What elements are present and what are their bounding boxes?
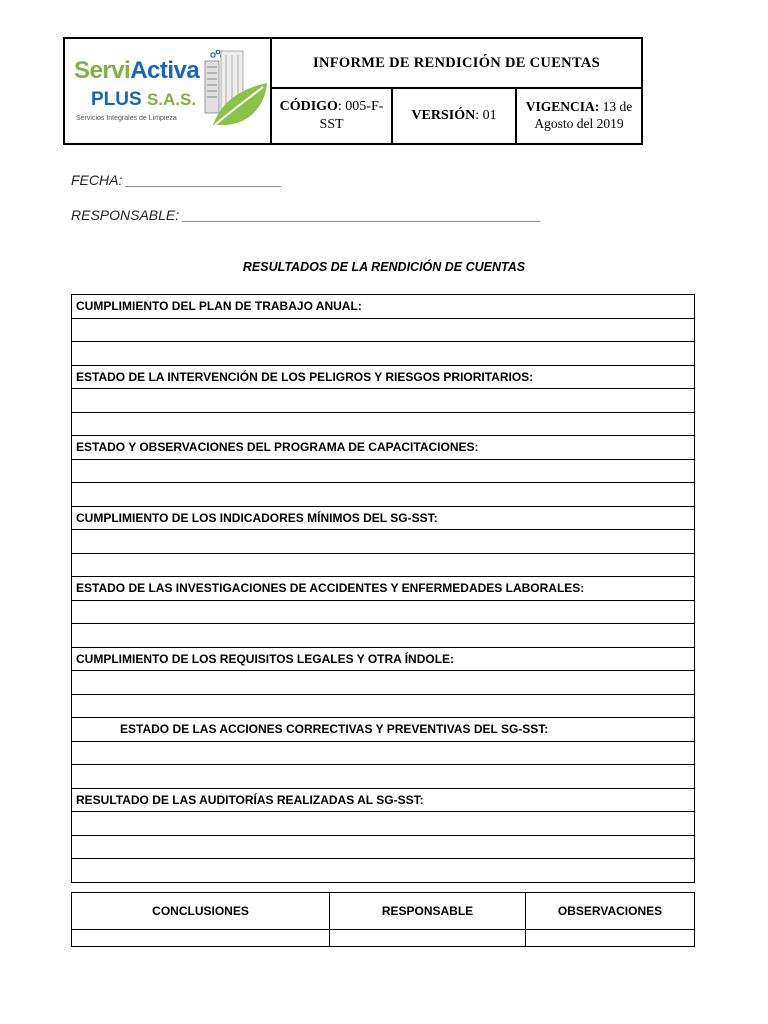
logo-word-servi: Servi [74, 57, 131, 84]
answer-row[interactable] [72, 835, 695, 859]
answer-row[interactable] [72, 342, 695, 366]
version-value: : 01 [475, 107, 497, 123]
answer-row[interactable] [72, 553, 695, 577]
company-logo [65, 39, 272, 143]
section-title: RESULTADOS DE LA RENDICIÓN DE CUENTAS [242, 260, 526, 274]
answer-row[interactable] [72, 318, 695, 342]
answer-row[interactable] [72, 812, 695, 836]
observaciones-header: OBSERVACIONES [526, 893, 695, 930]
fecha-field[interactable]: FECHA: ____________________ [71, 172, 282, 188]
conclusions-table [71, 892, 695, 947]
answer-row[interactable] [72, 600, 695, 624]
answer-row[interactable] [72, 859, 695, 883]
logo-plus-text: PLUS [91, 89, 142, 110]
codigo-value: : 005-F-SST [319, 98, 384, 132]
codigo-label: CÓDIGO [279, 98, 338, 114]
section-heading: ESTADO DE LAS INVESTIGACIONES DE ACCIDENTES Y ENFERMEDADES LABORALES: [72, 577, 695, 601]
answer-row[interactable] [72, 412, 695, 436]
codigo-cell [272, 89, 393, 143]
version-label: VERSIÓN [411, 107, 476, 123]
answer-row[interactable] [72, 624, 695, 648]
responsable-field[interactable]: RESPONSABLE: ______________________________________________ [71, 207, 542, 223]
conclusiones-cell[interactable] [72, 930, 330, 947]
logo-wordmark [74, 57, 199, 85]
logo-plus [91, 89, 196, 111]
responsable-cell[interactable] [330, 930, 526, 947]
document-title: INFORME DE RENDICIÓN DE CUENTAS [272, 39, 641, 89]
section-heading: CUMPLIMIENTO DE LOS INDICADORES MÍNIMOS DEL SG-SST: [72, 506, 695, 530]
observaciones-cell[interactable] [526, 930, 695, 947]
logo-word-activa: Activa [130, 57, 200, 84]
answer-row[interactable] [72, 741, 695, 765]
vigencia-label: VIGENCIA: [525, 99, 600, 115]
document-header [63, 37, 643, 145]
vigencia-cell [517, 89, 641, 143]
answer-row[interactable] [72, 459, 695, 483]
answer-row[interactable] [72, 765, 695, 789]
logo-sas-text: S.A.S. [146, 90, 197, 109]
answer-row[interactable] [72, 671, 695, 695]
answer-row[interactable] [72, 694, 695, 718]
section-heading: ESTADO DE LAS ACCIONES CORRECTIVAS Y PREVENTIVAS DEL SG-SST: [72, 718, 695, 742]
building-leaf-icon [193, 47, 268, 129]
answer-row[interactable] [72, 530, 695, 554]
vigencia-value: 13 de Agosto del 2019 [534, 99, 633, 131]
section-heading: RESULTADO DE LAS AUDITORÍAS REALIZADAS AL SG-SST: [72, 788, 695, 812]
answer-row[interactable] [72, 389, 695, 413]
section-heading: CUMPLIMIENTO DEL PLAN DE TRABAJO ANUAL: [72, 295, 695, 319]
version-cell [393, 89, 517, 143]
section-heading: ESTADO Y OBSERVACIONES DEL PROGRAMA DE CAPACITACIONES: [72, 436, 695, 460]
responsable-header: RESPONSABLE [330, 893, 526, 930]
logo-tagline: Servicios Integrales de Limpieza [76, 115, 177, 122]
section-heading: CUMPLIMIENTO DE LOS REQUISITOS LEGALES Y OTRA ÍNDOLE: [72, 647, 695, 671]
answer-row[interactable] [72, 483, 695, 507]
results-table [71, 294, 695, 883]
conclusiones-header: CONCLUSIONES [72, 893, 330, 930]
section-heading: ESTADO DE LA INTERVENCIÓN DE LOS PELIGROS Y RIESGOS PRIORITARIOS: [72, 365, 695, 389]
